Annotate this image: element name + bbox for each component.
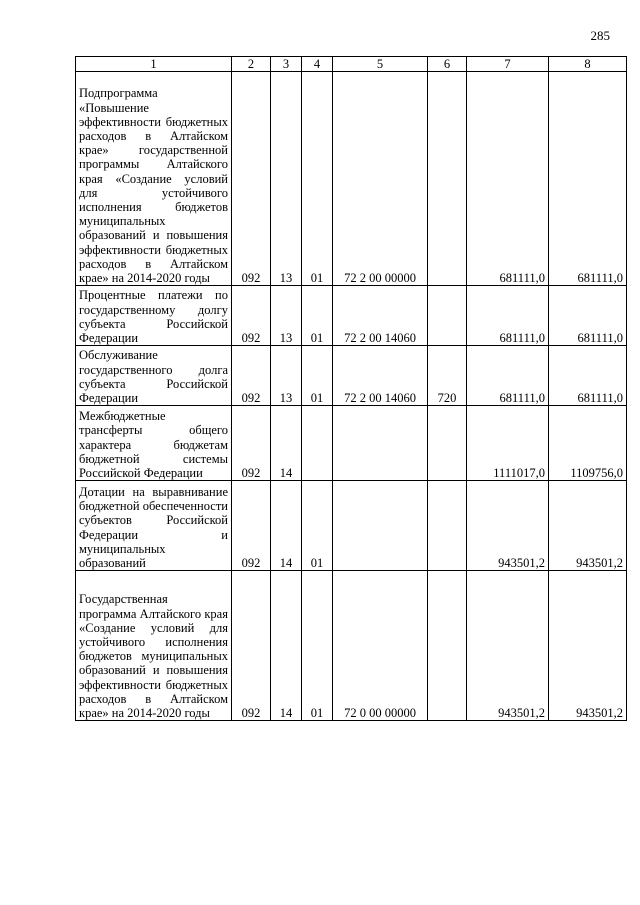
cell-target-article (333, 481, 428, 571)
cell-target-article: 72 2 00 14060 (333, 346, 428, 406)
header-row (76, 57, 627, 72)
row-name: Государственная программа Алтайского края «Создание условий для устойчивого исполнения бюджетов муниципальных образований и повышения эффективности бюджетных расходов в Алтайском крае» на 2014-2020 годы (76, 571, 232, 721)
cell-amount-1: 1111017,0 (467, 406, 549, 481)
cell-amount-2: 943501,2 (549, 571, 627, 721)
cell-ministry: 092 (232, 571, 271, 721)
column-header: 8 (549, 57, 627, 72)
cell-subsection: 01 (302, 286, 333, 346)
page-number: 285 (590, 28, 610, 43)
cell-section: 14 (271, 406, 302, 481)
table-row (76, 406, 627, 481)
cell-amount-1: 681111,0 (467, 346, 549, 406)
cell-ministry: 092 (232, 72, 271, 286)
cell-amount-2: 681111,0 (549, 346, 627, 406)
table-row (76, 286, 627, 346)
column-header: 6 (428, 57, 467, 72)
column-header: 5 (333, 57, 428, 72)
cell-expense-type (428, 72, 467, 286)
cell-target-article (333, 406, 428, 481)
column-header: 7 (467, 57, 549, 72)
cell-section: 13 (271, 72, 302, 286)
cell-subsection: 01 (302, 346, 333, 406)
cell-ministry: 092 (232, 481, 271, 571)
cell-subsection: 01 (302, 481, 333, 571)
table-row (76, 72, 627, 286)
cell-expense-type: 720 (428, 346, 467, 406)
cell-amount-2: 943501,2 (549, 481, 627, 571)
cell-target-article: 72 2 00 00000 (333, 72, 428, 286)
cell-section: 13 (271, 286, 302, 346)
cell-amount-2: 1109756,0 (549, 406, 627, 481)
budget-table (75, 56, 627, 721)
cell-section: 13 (271, 346, 302, 406)
cell-target-article: 72 0 00 00000 (333, 571, 428, 721)
table-row (76, 346, 627, 406)
cell-amount-1: 681111,0 (467, 72, 549, 286)
cell-amount-1: 681111,0 (467, 286, 549, 346)
cell-section: 14 (271, 571, 302, 721)
cell-expense-type (428, 481, 467, 571)
row-name: Процентные платежи по государственному долгу субъекта Российской Федерации (76, 286, 232, 346)
cell-subsection (302, 406, 333, 481)
row-name: Подпрограмма «Повышение эффективности бюджетных расходов в Алтайском крае» государственной программы Алтайского края «Создание условий для устойчивого исполнения бюджетов муниципальных образований и повышения эффективности бюджетных расходов в Алтайском крае» на 2014-2020 годы (76, 72, 232, 286)
cell-ministry: 092 (232, 406, 271, 481)
cell-ministry: 092 (232, 346, 271, 406)
row-name: Обслуживание государственного долга субъекта Российской Федерации (76, 346, 232, 406)
cell-target-article: 72 2 00 14060 (333, 286, 428, 346)
cell-subsection: 01 (302, 72, 333, 286)
cell-amount-2: 681111,0 (549, 72, 627, 286)
table-row (76, 571, 627, 721)
table-row (76, 481, 627, 571)
cell-subsection: 01 (302, 571, 333, 721)
row-name: Межбюджетные трансферты общего характера бюджетам бюджетной системы Российской Федерации (76, 406, 232, 481)
cell-amount-2: 681111,0 (549, 286, 627, 346)
cell-amount-1: 943501,2 (467, 481, 549, 571)
cell-expense-type (428, 406, 467, 481)
column-header: 3 (271, 57, 302, 72)
row-name: Дотации на выравнивание бюджетной обеспеченности субъектов Российской Федерации и муниципальных образований (76, 481, 232, 571)
cell-expense-type (428, 286, 467, 346)
cell-section: 14 (271, 481, 302, 571)
column-header: 4 (302, 57, 333, 72)
cell-ministry: 092 (232, 286, 271, 346)
cell-amount-1: 943501,2 (467, 571, 549, 721)
column-header: 2 (232, 57, 271, 72)
column-header: 1 (76, 57, 232, 72)
cell-expense-type (428, 571, 467, 721)
